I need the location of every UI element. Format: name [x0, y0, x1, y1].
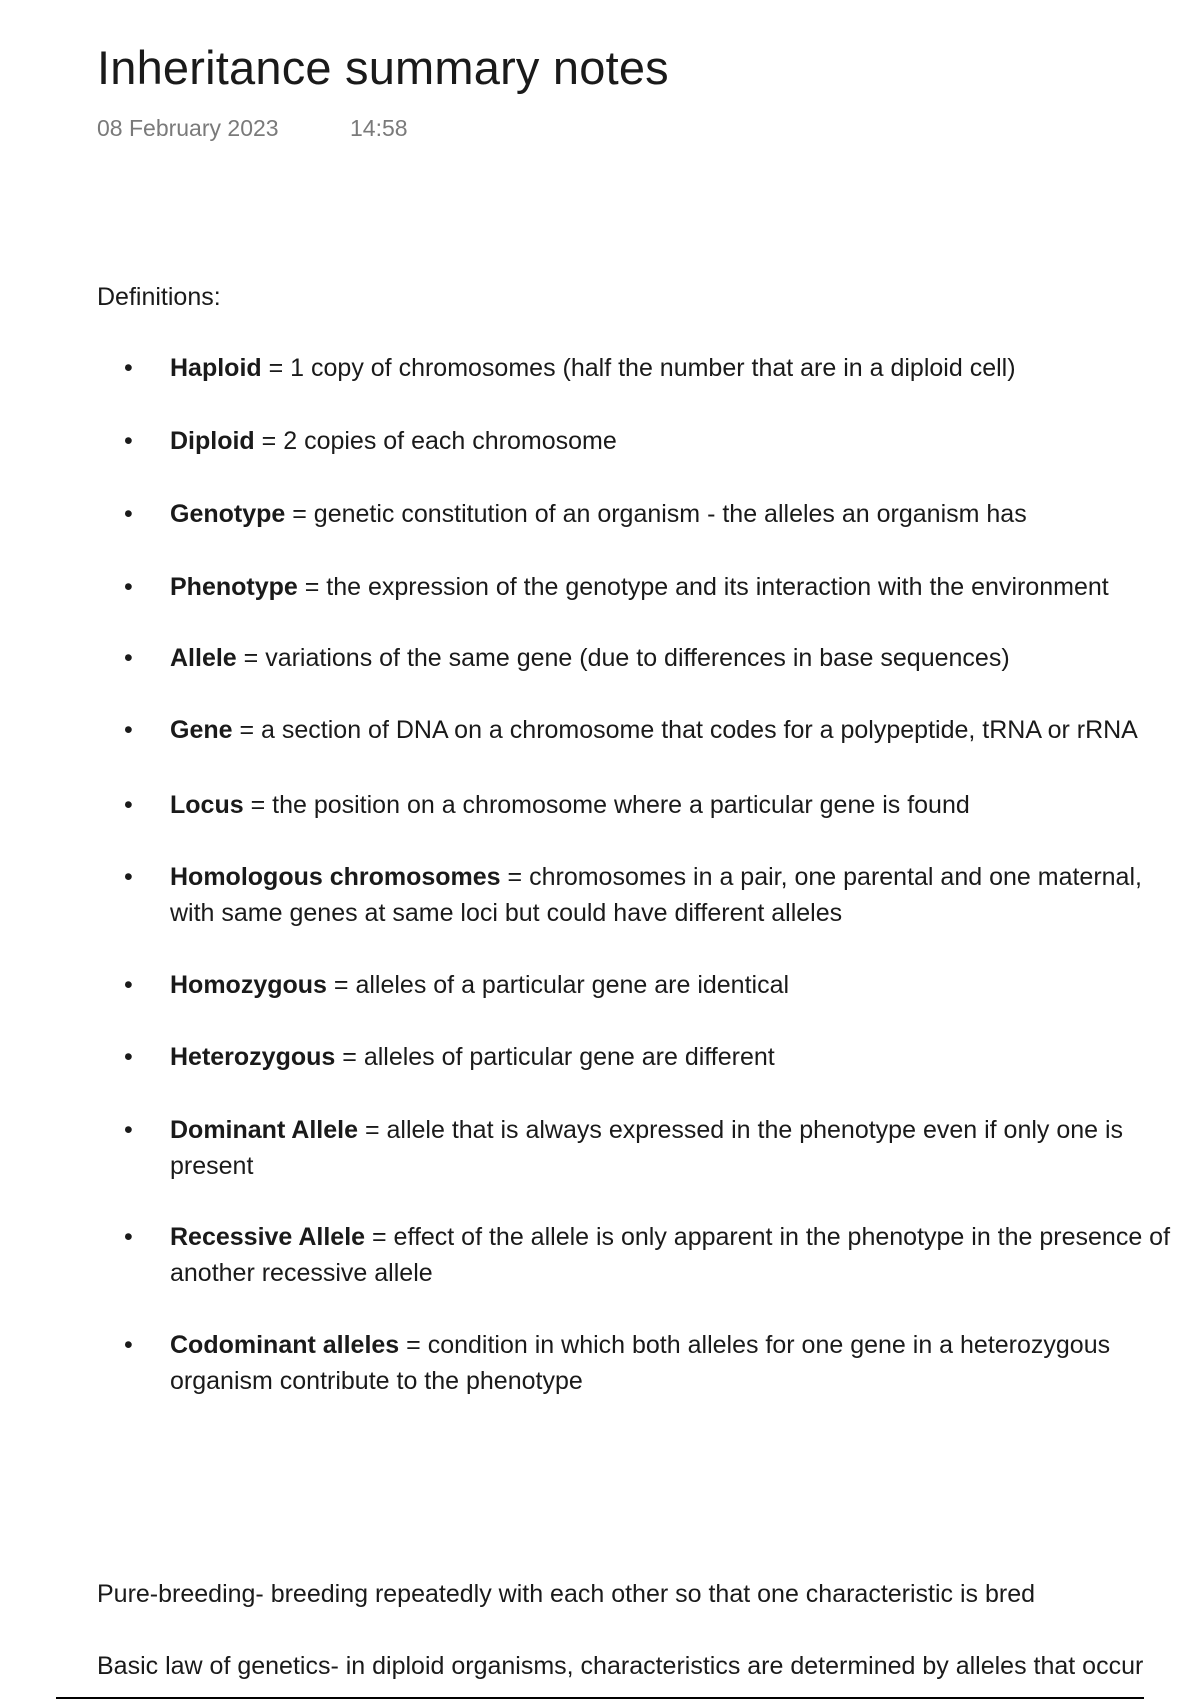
definition-term: Recessive Allele	[170, 1223, 366, 1251]
definition-separator: =	[500, 863, 530, 891]
definition-term: Phenotype	[170, 573, 298, 601]
note-time: 14:58	[350, 115, 408, 141]
definition-separator: =	[285, 500, 314, 528]
definition-text: alleles of particular gene are different	[363, 1043, 775, 1071]
definition-separator: =	[326, 971, 356, 999]
note-timestamp	[97, 115, 408, 142]
definition-term: Codominant alleles	[170, 1331, 400, 1359]
bullet-icon: •	[124, 500, 133, 528]
page-bottom-divider	[56, 1697, 1144, 1699]
definition-term: Genotype	[170, 500, 286, 528]
definition-text-continued: another recessive allele	[170, 1259, 433, 1287]
definition-separator: =	[399, 1331, 428, 1359]
definition-text: allele that is always expressed in the phenotype even if only one is	[386, 1116, 1124, 1144]
definition-separator: =	[297, 573, 327, 601]
page-title: Inheritance summary notes	[97, 41, 669, 94]
definition-separator: =	[261, 354, 291, 382]
bullet-icon: •	[124, 1223, 133, 1251]
bullet-icon: •	[124, 1043, 133, 1071]
definition-text: alleles of a particular gene are identical	[355, 971, 790, 999]
definition-text: condition in which both alleles for one gene in a heterozygous	[427, 1331, 1111, 1359]
definition-text: variations of the same gene (due to differences in base sequences)	[265, 644, 1010, 672]
note-date: 08 February 2023	[97, 115, 279, 141]
bullet-icon: •	[124, 863, 133, 891]
definition-term: Homologous chromosomes	[170, 863, 501, 891]
bullet-icon: •	[124, 427, 133, 455]
definition-separator: =	[365, 1223, 394, 1251]
definition-separator: =	[254, 427, 284, 455]
definition-term: Haploid	[170, 354, 262, 382]
pure-breeding-paragraph: Pure-breeding- breeding repeatedly with each other so that one characteristic is bred	[97, 1580, 1036, 1608]
definition-text-continued: present	[170, 1152, 254, 1180]
definition-separator: =	[236, 644, 266, 672]
definition-term: Gene	[170, 716, 233, 744]
definition-term: Heterozygous	[170, 1043, 336, 1071]
definition-separator: =	[358, 1116, 387, 1144]
definition-text: genetic constitution of an organism - the alleles an organism has	[313, 500, 1027, 528]
bullet-icon: •	[124, 971, 133, 999]
definition-text: a section of DNA on a chromosome that codes for a polypeptide, tRNA or rRNA	[261, 716, 1138, 744]
definitions-heading: Definitions:	[97, 283, 221, 311]
definition-text: the position on a chromosome where a particular gene is found	[272, 791, 970, 819]
definition-term: Allele	[170, 644, 237, 672]
definition-text-continued: with same genes at same loci but could have different alleles	[170, 899, 843, 927]
definition-term: Homozygous	[170, 971, 327, 999]
bullet-icon: •	[124, 354, 133, 382]
definition-separator: =	[243, 791, 273, 819]
definition-text: effect of the allele is only apparent in the phenotype in the presence of	[393, 1223, 1171, 1251]
definition-term: Dominant Allele	[170, 1116, 358, 1144]
bullet-icon: •	[124, 1116, 133, 1144]
definition-term: Diploid	[170, 427, 255, 455]
definition-text: 1 copy of chromosomes (half the number that are in a diploid cell)	[290, 354, 1016, 382]
bullet-icon: •	[124, 716, 133, 744]
bullet-icon: •	[124, 573, 133, 601]
basic-law-paragraph: Basic law of genetics- in diploid organisms, characteristics are determined by alleles that occur	[97, 1652, 1144, 1680]
definition-text: 2 copies of each chromosome	[283, 427, 617, 455]
bullet-icon: •	[124, 1331, 133, 1359]
bullet-icon: •	[124, 644, 133, 672]
definition-separator: =	[335, 1043, 364, 1071]
definition-separator: =	[232, 716, 262, 744]
definition-text-continued: organism contribute to the phenotype	[170, 1367, 583, 1395]
definition-text: chromosomes in a pair, one parental and one maternal,	[529, 863, 1142, 891]
definition-text: the expression of the genotype and its interaction with the environment	[326, 573, 1109, 601]
bullet-icon: •	[124, 791, 133, 819]
definition-term: Locus	[170, 791, 244, 819]
